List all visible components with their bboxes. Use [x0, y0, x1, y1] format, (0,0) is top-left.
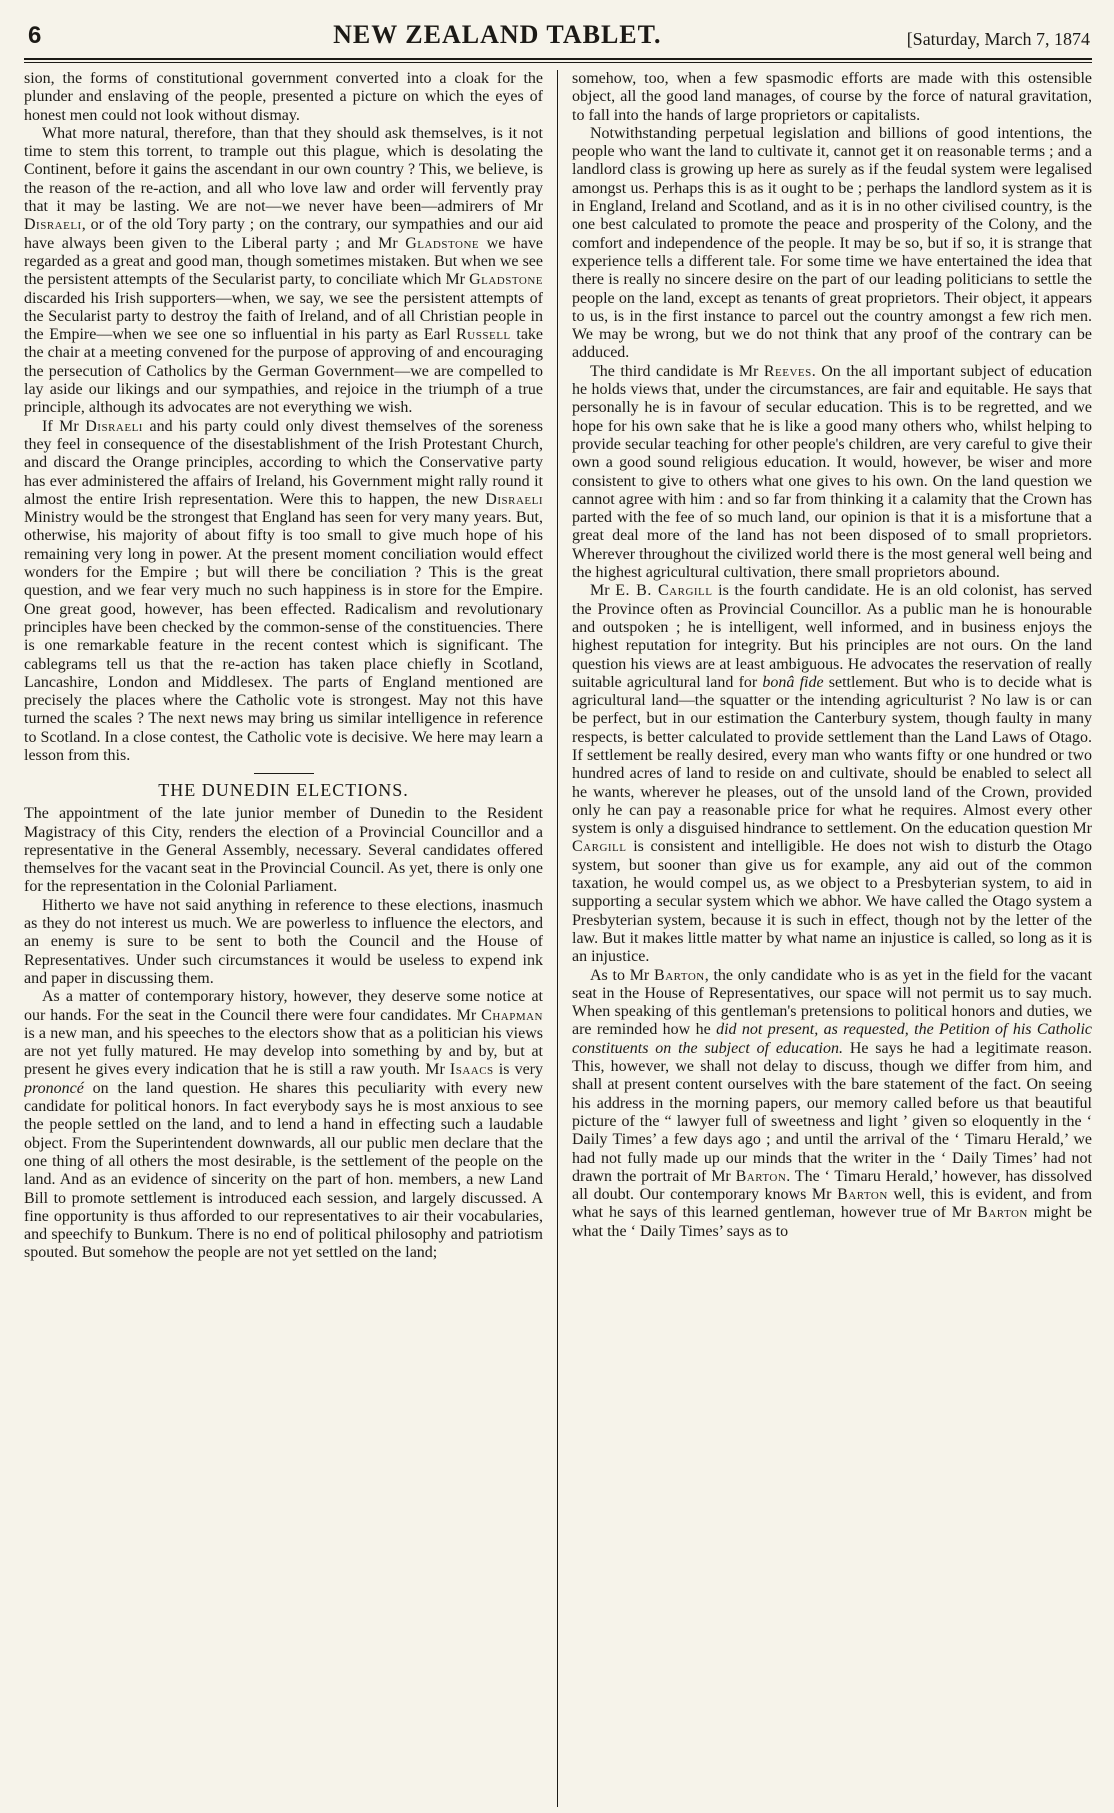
paper-title: NEW ZEALAND TABLET. [333, 20, 662, 49]
paragraph: somehow, too, when a few spasmodic efforts are made with this ostensible object, all the good land manages, of course by the force of natural gravitation, to fall into the hands of large proprietors or capitalists. [572, 70, 1092, 124]
person-name: Barton [654, 966, 705, 984]
person-name: Barton [837, 1186, 888, 1204]
paragraph: Mr E. B. Cargill is the fourth candidate. He is an old colonist, has served the Province often as Provincial Councillor. As a public man he is honourable and outspoken ; he is intelligent, well informed, and in business enjoys the highest reputation for integrity. But his principles are not ours. On the land question his views are at least ambiguous. He advocates the reservation of really suitable agricultural land for bonâ fide settlement. But who is to decide what is agricultural land—the squatter or the intending agriculturist ? No law is or can be perfect, but in our estimation the Canterbury system, though faulty in many respects, is better calculated to provide settlement than the Land Laws of Otago. If settlement be really desired, every man who wants fifty or one hundred or two hundred acres of land to reside on and cultivate, should be enabled to select all he wants, wherever he pleases, out of the unsold land of the Crown, provided only he can pay a reasonable price for what he requires. Almost every other system is only a disguised hindrance to settlement. On the education question Mr Cargill is consistent and intelligible. He does not wish to disturb the Otago system, but sooner than give us for example, any aid out of the common taxation, he would compel us, as we object to a Presbyterian system, to aid in supporting a secular system which we abhor. We have called the Otago system a Presbyterian system, because it is such in effect, though not by the letter of the law. But it makes little matter by what name an injustice is called, so long as it is an injustice. [572, 582, 1092, 966]
page-number: 6 [28, 22, 42, 49]
header-rule-thin [24, 62, 1092, 63]
person-name: Isaacs [449, 1061, 494, 1079]
person-name: Gladstone [469, 271, 544, 289]
person-name: Barton [977, 1204, 1028, 1222]
masthead [28, 10, 1090, 50]
person-name: Barton [735, 1167, 787, 1185]
person-name: Gladstone [405, 234, 480, 252]
italic-term: bonâ fide [762, 673, 824, 691]
paragraph: The third candidate is Mr Reeves. On the all important subject of education he holds views that, under the circumstances, are fair and equitable. He says that personally he is in favour of secular education. This is to be regretted, and we hope for his own sake that he is like a good many others who, whilst helping to provide secular teaching for other people's children, are very careful to give their own a good sound religious education. It would, however, be wiser and more consistent to give to others what one gives to his own. On the land question we cannot agree with him : and so far from thinking it a calamity that the Crown has parted with the fee of so much land, our opinion is that it is a misfortune that a great deal more of the land has not been disposed of to small proprietors. Wherever throughout the civilized world there is the most general well being and the highest agricultural cultivation, there small proprietors abound. [572, 362, 1092, 582]
paragraph: sion, the forms of constitutional government converted into a cloak for the plunder and enslaving of the people, presented a picture on which the eyes of honest men could not look without dismay. [24, 70, 543, 124]
person-name: Disraeli [24, 216, 82, 234]
section-heading: THE DUNEDIN ELECTIONS. [24, 773, 543, 801]
right-column [558, 70, 1092, 1807]
person-name: Disraeli [485, 490, 543, 508]
paragraph: Hitherto we have not said anything in reference to these elections, inasmuch as they do not interest us much. We are powerless to influence the electors, and an enemy is sure to be sent to both the Council and the House of Representatives. Under such circumstances it would be useless to expend ink and paper in discussing them. [24, 896, 543, 987]
person-name: Disraeli [85, 417, 143, 435]
person-name: E. B. Cargill [615, 582, 713, 600]
person-name: Chapman [481, 1006, 543, 1024]
article-columns [24, 70, 1092, 1807]
italic-term: prononcé [24, 1079, 84, 1097]
person-name: Cargill [572, 838, 627, 856]
paragraph: The appointment of the late junior member of Dunedin to the Resident Magistracy of this City, renders the election of a Provincial Councillor and a representative in the General Assembly, necessary. Several candidates offered themselves for the vacant seat in the Provincial Council. As yet, there is only one for the representation in the Colonial Parliament. [24, 805, 543, 896]
paragraph: As to Mr Barton, the only candidate who is as yet in the field for the vacant seat in the House of Representatives, our space will not permit us to say much. When speaking of this gentleman's pretensions to political honors and duties, we are reminded how he did not present, as requested, the Petition of his Catholic constituents on the subject of education. He says he had a legitimate reason. This, however, we shall not delay to discuss, though we differ from him, and shall at present content ourselves with the bare statement of the fact. On seeing his address in the morning papers, our memory called before us that beautiful picture of the “ lawyer full of sweetness and light ’ given so eloquently in the ‘ Daily Times’ a few days ago ; and until the arrival of the ‘ Timaru Herald,’ we had not fully made up our minds that the writer in the ‘ Daily Times’ had not drawn the portrait of Mr Barton. The ‘ Timaru Herald,’ however, has dissolved all doubt. Our contemporary knows Mr Barton well, this is evident, and from what he says of this learned gentleman, however true of Mr Barton might be what the ‘ Daily Times’ says as to [572, 966, 1092, 1240]
paragraph: As a matter of contemporary history, however, they deserve some notice at our hands. For the seat in the Council there were four candidates. Mr Chapman is a new man, and his speeches to the electors show that as a politician his views are not yet fully matured. He may develop into something by and by, but at present he gives every indication that he is still a raw youth. Mr Isaacs is very prononcé on the land question. He shares this peculiarity with every new candidate for political honors. In fact everybody says he is most anxious to see the people settled on the land, and to lend a hand in effecting such a laudable object. From the Superintendent downwards, all our public men declare that the one thing of all others the most desirable, is the settlement of the people on the land. And as an evidence of sincerity on the part of hon. members, a new Land Bill to promote settlement is introduced each session, and largely discussed. A fine opportunity is thus afforded to our representatives to air their vocabularies, and speechify to Bunkum. There is no end of political philosophy and patriotism spouted. But somehow the people are not yet settled on the land; [24, 988, 543, 1262]
dateline: [Saturday, March 7, 1874 [906, 29, 1090, 49]
italic-quote: did not present, as requested, the Petition of his Catholic constituents on the subject of education. [572, 1021, 1092, 1057]
paragraph: Notwithstanding perpetual legislation and billions of good intentions, the people who want the land to cultivate it, cannot get it on reasonable terms ; and a landlord class is growing up here as surely as if the feudal system were legalised amongst us. Perhaps this is as it ought to be ; perhaps the landlord system as it is in England, Ireland and Scotland, and as it is in no other civilised country, is the one best calculated to promote the peace and prosperity of the Colony, and the comfort and independence of the people. It may be so, but if so, it is strange that experience tells a different tale. For some time we have entertained the idea that there is really no sincere desire on the part of our leading politicians to settle the people on the land, except as tenants of great proprietors. Their object, it appears to us, is in the first instance to parcel out the country amongst a few rich men. We may be wrong, but we do not think that any proof of the contrary can be adduced. [572, 124, 1092, 362]
paragraph: If Mr Disraeli and his party could only divest themselves of the soreness they feel in consequence of the disestablishment of the Irish Protestant Church, and discard the Orange principles, according to which the Conservative party has ever administered the affairs of Ireland, his Government might rally round it almost the entire Irish representation. Were this to happen, the new Disraeli Ministry would be the strongest that England has seen for very many years. But, otherwise, his majority of about fifty is too small to give much hope of his remaining very long in power. At the present moment conciliation would effect wonders for the Empire ; but will there be conciliation ? This is the great question, and we fear very much no such happiness is in store for the Empire. One great good, however, has been effected. Radicalism and revolutionary principles have been checked by the common-sense of the constituencies. There is one remarkable feature in the recent contest which is significant. The cablegrams tell us that the re-action has taken place chiefly in Scotland, Lancashire, London and Middlesex. The parts of England mentioned are precisely the places where the Catholic vote is strongest. May not this have turned the scales ? The next news may bring us similar intelligence in reference to Scotland. In a close contest, the Catholic vote is decisive. We here may learn a lesson from this. [24, 417, 544, 764]
person-name: Reeves [763, 362, 812, 380]
paragraph: What more natural, therefore, than that they should ask themselves, is it not time to stem this torrent, to trample out this plague, which is desolating the Continent, before it gains the ascendant in our own country ? This, we believe, is the reason of the re-action, and all who love law and order will fervently pray that it may be lasting. We are not—we never have been—admirers of Mr Disraeli, or of the old Tory party ; on the contrary, our sympathies and our aid have always been given to the Liberal party ; and Mr Gladstone we have regarded as a great and good man, though sometimes mistaken. But when we see the persistent attempts of the Secularist party, to conciliate which Mr Gladstone discarded his Irish supporters—when, we say, we see the persistent attempts of the Secularist party to destroy the faith of Ireland, and of all Christian people in the Empire—when we see one so influential in his party as Earl Russell take the chair at a meeting convened for the purpose of approving of and encouraging the persecution of Catholics by the German Government—we are compelled to lay aside our likings and our sympathies, and rejoice in the triumph of a true principle, although its advocates are not everything we wish. [24, 124, 544, 417]
left-column [24, 70, 558, 1807]
header-rule [24, 58, 1092, 60]
person-name: Russell [456, 326, 511, 344]
